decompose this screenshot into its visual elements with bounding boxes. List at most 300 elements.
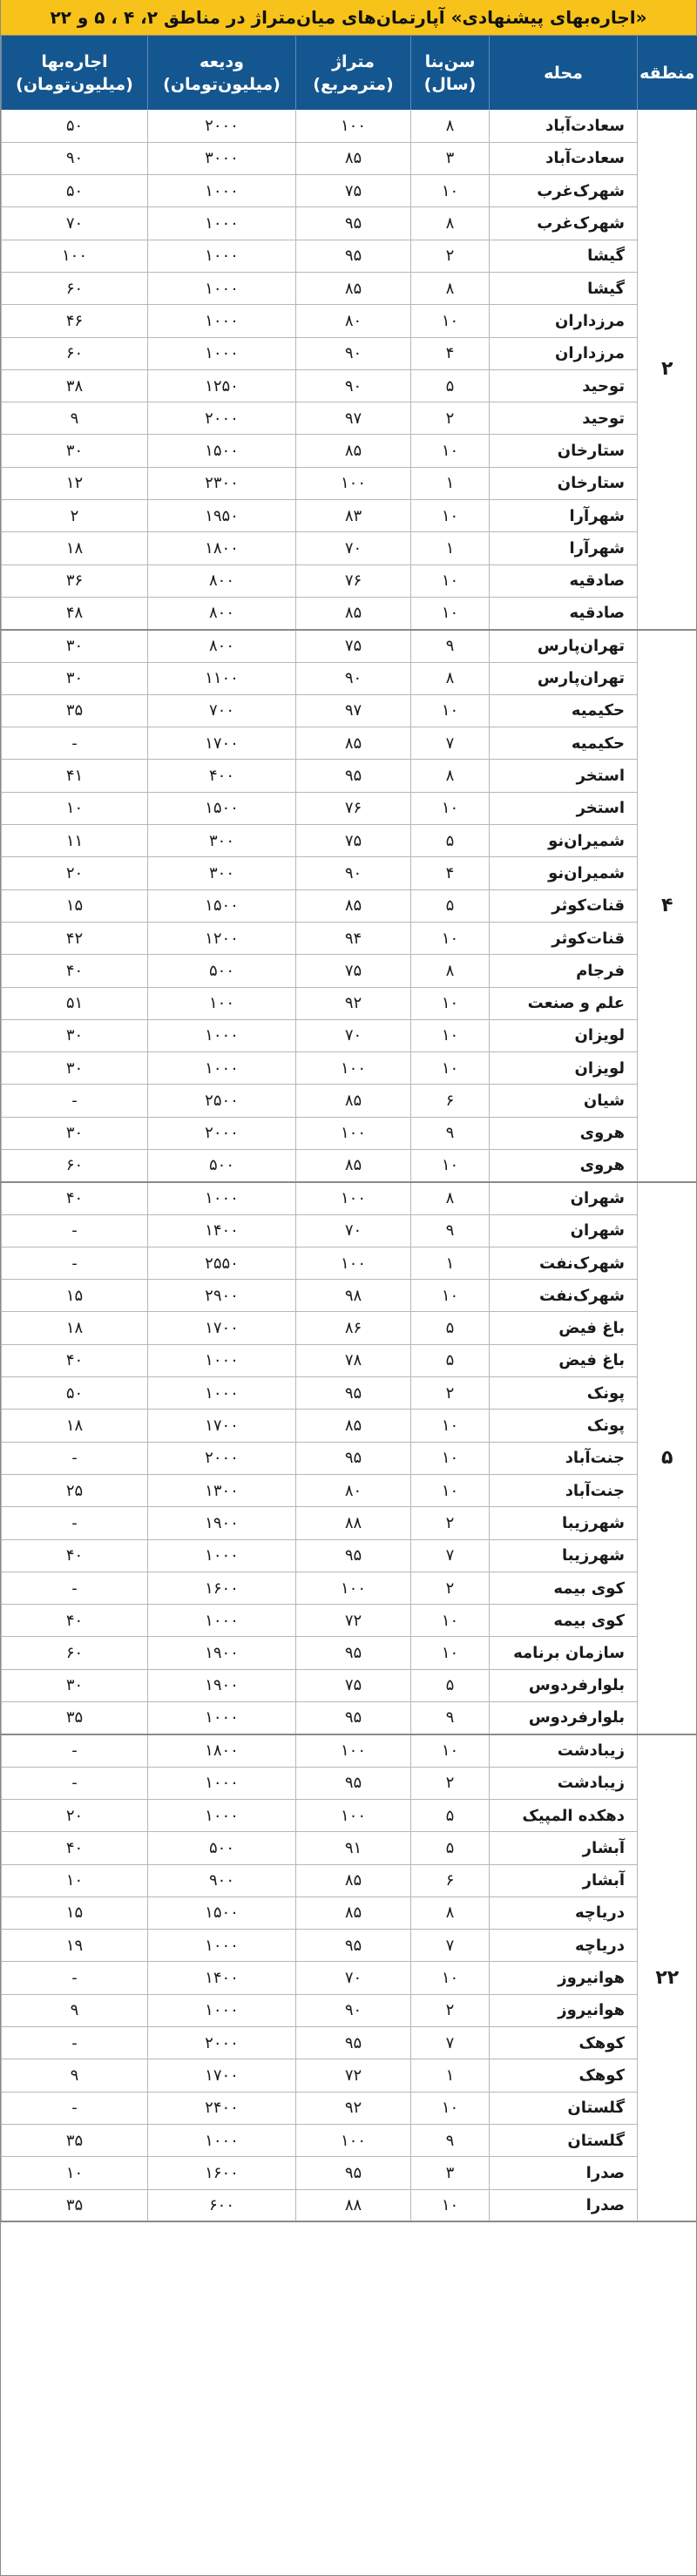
area-cell: ۱۰۰ [296,1247,411,1279]
neighborhood-cell: لویزان [490,1019,638,1051]
building-age-cell: ۷ [411,1930,490,1962]
neighborhood-cell: شهران [490,1182,638,1214]
neighborhood-cell: شهرک‌نفت [490,1247,638,1279]
area-cell: ۱۰۰ [296,1052,411,1085]
neighborhood-cell: دریاچه [490,1930,638,1962]
rent-cell: ۹ [2,402,148,435]
rent-cell: ۹ [2,1994,148,2026]
deposit-cell: ۱۱۰۰ [148,662,296,694]
table-row [2,597,697,629]
deposit-cell: ۱۵۰۰ [148,1897,296,1929]
neighborhood-cell: جنت‌آباد [490,1474,638,1506]
building-age-cell: ۵ [411,1344,490,1376]
neighborhood-cell: جنت‌آباد [490,1442,638,1474]
deposit-cell: ۱۷۰۰ [148,1312,296,1344]
neighborhood-cell: علم و صنعت [490,987,638,1019]
deposit-cell: ۱۴۰۰ [148,1214,296,1247]
table-row [2,1507,697,1539]
neighborhood-cell: هوانیروز [490,1994,638,2026]
building-age-cell: ۱ [411,532,490,565]
header-rent-unit: (میلیون‌تومان) [16,74,133,94]
rent-cell: ۹ [2,2059,148,2092]
neighborhood-cell: حکیمیه [490,694,638,727]
building-age-cell: ۱۰ [411,1442,490,1474]
rent-cell: ۱۲ [2,467,148,499]
building-age-cell: ۸ [411,1182,490,1214]
neighborhood-cell: سازمان برنامه [490,1637,638,1669]
building-age-cell: ۶ [411,1864,490,1897]
neighborhood-cell: بلوارفردوس [490,1669,638,1701]
deposit-cell: ۱۰۰۰ [148,337,296,369]
table-row [2,2059,697,2092]
deposit-cell: ۱۰۰۰ [148,2124,296,2156]
area-cell: ۷۶ [296,792,411,824]
rent-cell: ۵۰ [2,175,148,207]
building-age-cell: ۴ [411,857,490,889]
area-cell: ۸۰ [296,305,411,337]
rent-cell: ۳۵ [2,2124,148,2156]
area-cell: ۹۲ [296,987,411,1019]
table-row [2,305,697,337]
table-row [2,240,697,272]
neighborhood-cell: سعادت‌آباد [490,110,638,142]
rent-cell: ۳۰ [2,1117,148,1149]
neighborhood-cell: آبشار [490,1832,638,1864]
area-cell: ۸۵ [296,1150,411,1182]
deposit-cell: ۱۴۰۰ [148,1962,296,1994]
building-age-cell: ۱۰ [411,1474,490,1506]
header-area [296,36,411,110]
deposit-cell: ۲۴۰۰ [148,2092,296,2124]
building-age-cell: ۵ [411,1669,490,1701]
neighborhood-cell: کوهک [490,2059,638,2092]
deposit-cell: ۱۰۰۰ [148,1702,296,1734]
building-age-cell: ۸ [411,207,490,240]
deposit-cell: ۱۰۰۰ [148,1344,296,1376]
building-age-cell: ۳ [411,2157,490,2189]
area-cell: ۹۵ [296,2157,411,2189]
area-cell: ۷۵ [296,175,411,207]
building-age-cell: ۹ [411,1214,490,1247]
area-cell: ۸۵ [296,1864,411,1897]
rent-cell: ۹۰ [2,142,148,174]
area-cell: ۸۸ [296,1507,411,1539]
area-cell: ۹۵ [296,1377,411,1410]
area-cell: ۹۷ [296,694,411,727]
table-row [2,1637,697,1669]
area-cell: ۱۰۰ [296,2124,411,2156]
building-age-cell: ۱ [411,467,490,499]
neighborhood-cell: قنات‌کوثر [490,922,638,954]
deposit-cell: ۱۸۰۰ [148,532,296,565]
table-row [2,500,697,532]
rent-cell: ۷۰ [2,207,148,240]
rent-cell: ۳۰ [2,435,148,467]
area-cell: ۱۰۰ [296,1734,411,1767]
area-cell: ۹۸ [296,1280,411,1312]
rent-cell: ۶۰ [2,1637,148,1669]
neighborhood-cell: فرجام [490,955,638,987]
table-row [2,922,697,954]
rent-cell: ۳۰ [2,1669,148,1701]
rent-cell: ۴۰ [2,1344,148,1376]
building-age-cell: ۳ [411,142,490,174]
table-row [2,1734,697,1767]
neighborhood-cell: تهران‌پارس [490,630,638,662]
neighborhood-cell: شهرک‌غرب [490,207,638,240]
table-row [2,1832,697,1864]
area-cell: ۸۵ [296,1410,411,1442]
building-age-cell: ۷ [411,1539,490,1572]
area-cell: ۱۰۰ [296,1117,411,1149]
rent-cell: ۴۰ [2,955,148,987]
area-cell: ۸۵ [296,1897,411,1929]
area-cell: ۹۴ [296,922,411,954]
rent-cell: ۲ [2,500,148,532]
building-age-cell: ۴ [411,337,490,369]
building-age-cell: ۹ [411,630,490,662]
table-row [2,1052,697,1085]
table-row [2,467,697,499]
area-cell: ۷۲ [296,1605,411,1637]
building-age-cell: ۸ [411,955,490,987]
table-row [2,1280,697,1312]
neighborhood-cell: قنات‌کوثر [490,889,638,922]
area-cell: ۷۵ [296,630,411,662]
deposit-cell: ۱۰۰۰ [148,1052,296,1085]
rent-cell: ۴۰ [2,1832,148,1864]
building-age-cell: ۱ [411,1247,490,1279]
neighborhood-cell: صادقیه [490,597,638,629]
table-row [2,1572,697,1604]
building-age-cell: ۸ [411,760,490,792]
building-age-cell: ۲ [411,1377,490,1410]
table-title: «اجاره‌بهای پیشنهادی» آپارتمان‌های میان‌متراژ در مناطق ۲، ۴ ، ۵ و ۲۲ [1,0,696,36]
neighborhood-cell: شهرزیبا [490,1507,638,1539]
table-row [2,1605,697,1637]
rent-cell: ۳۸ [2,369,148,402]
rent-cell: ۳۰ [2,630,148,662]
area-cell: ۸۵ [296,889,411,922]
deposit-cell: ۵۰۰ [148,955,296,987]
deposit-cell: ۱۰۰۰ [148,1182,296,1214]
area-cell: ۹۰ [296,369,411,402]
neighborhood-cell: دهکده المپیک [490,1799,638,1831]
neighborhood-cell: تهران‌پارس [490,662,638,694]
building-age-cell: ۱۰ [411,435,490,467]
neighborhood-cell: کوهک [490,2027,638,2059]
rent-cell: - [2,1214,148,1247]
rent-cell: - [2,1507,148,1539]
table-row [2,630,697,662]
rent-cell: ۴۱ [2,760,148,792]
building-age-cell: ۱۰ [411,305,490,337]
neighborhood-cell: باغ فیض [490,1312,638,1344]
building-age-cell: ۲ [411,1572,490,1604]
table-row [2,1864,697,1897]
area-cell: ۸۵ [296,597,411,629]
area-cell: ۱۰۰ [296,467,411,499]
table-row [2,1312,697,1344]
neighborhood-cell: پونک [490,1410,638,1442]
building-age-cell: ۲ [411,402,490,435]
rent-cell: - [2,1767,148,1799]
table-row [2,1247,697,1279]
table-row [2,435,697,467]
neighborhood-cell: حکیمیه [490,727,638,760]
neighborhood-cell: صدرا [490,2189,638,2221]
deposit-cell: ۱۲۵۰ [148,369,296,402]
rent-cell: ۳۵ [2,1702,148,1734]
neighborhood-cell: لویزان [490,1052,638,1085]
deposit-cell: ۱۷۰۰ [148,727,296,760]
deposit-cell: ۵۰۰ [148,1832,296,1864]
neighborhood-cell: استخر [490,792,638,824]
rent-cell: ۱۰ [2,1864,148,1897]
building-age-cell: ۱۰ [411,1962,490,1994]
neighborhood-cell: توحید [490,402,638,435]
area-cell: ۸۵ [296,435,411,467]
area-cell: ۹۲ [296,2092,411,2124]
deposit-cell: ۱۷۰۰ [148,2059,296,2092]
table-row [2,987,697,1019]
table-row [2,1214,697,1247]
building-age-cell: ۵ [411,1799,490,1831]
table-row [2,662,697,694]
deposit-cell: ۲۰۰۰ [148,1117,296,1149]
rent-cell: ۱۰ [2,792,148,824]
deposit-cell: ۲۰۰۰ [148,402,296,435]
rent-cell: ۱۵ [2,889,148,922]
table-row [2,889,697,922]
rent-cell: ۶۰ [2,1150,148,1182]
neighborhood-cell: شهرآرا [490,500,638,532]
deposit-cell: ۹۰۰ [148,1864,296,1897]
deposit-cell: ۱۰۰۰ [148,1799,296,1831]
rent-cell: ۲۰ [2,857,148,889]
area-cell: ۸۸ [296,2189,411,2221]
building-age-cell: ۸ [411,110,490,142]
area-cell: ۹۱ [296,1832,411,1864]
area-cell: ۸۵ [296,272,411,304]
area-cell: ۱۰۰ [296,1799,411,1831]
header-neighborhood: محله [490,36,638,110]
rent-cell: ۵۰ [2,1377,148,1410]
deposit-cell: ۱۰۰۰ [148,1019,296,1051]
building-age-cell: ۹ [411,1702,490,1734]
rent-cell: ۶۰ [2,272,148,304]
table-row [2,727,697,760]
rent-cell: ۳۶ [2,565,148,597]
area-cell: ۹۰ [296,337,411,369]
rent-cell: ۱۸ [2,1312,148,1344]
area-cell: ۹۰ [296,857,411,889]
neighborhood-cell: گیشا [490,272,638,304]
area-cell: ۹۰ [296,1994,411,2026]
deposit-cell: ۴۰۰ [148,760,296,792]
deposit-cell: ۲۰۰۰ [148,110,296,142]
area-cell: ۷۲ [296,2059,411,2092]
rent-cell: - [2,1247,148,1279]
table-row [2,1897,697,1929]
table-row [2,272,697,304]
building-age-cell: ۱۰ [411,175,490,207]
neighborhood-cell: شیان [490,1085,638,1117]
neighborhood-cell: ستارخان [490,435,638,467]
deposit-cell: ۱۰۰۰ [148,240,296,272]
neighborhood-cell: توحید [490,369,638,402]
deposit-cell: ۷۰۰ [148,694,296,727]
table-row [2,955,697,987]
building-age-cell: ۵ [411,889,490,922]
table-row [2,825,697,857]
rent-cell: - [2,1572,148,1604]
table-row [2,2157,697,2189]
header-region: منطقه [638,36,697,110]
table-row [2,1962,697,1994]
neighborhood-cell: دریاچه [490,1897,638,1929]
rent-cell: - [2,2092,148,2124]
neighborhood-cell: صدرا [490,2157,638,2189]
rent-cell: ۱۹ [2,1930,148,1962]
building-age-cell: ۱۰ [411,1019,490,1051]
deposit-cell: ۸۰۰ [148,597,296,629]
deposit-cell: ۱۹۵۰ [148,500,296,532]
area-cell: ۱۰۰ [296,110,411,142]
table-row [2,760,697,792]
building-age-cell: ۵ [411,369,490,402]
area-cell: ۱۰۰ [296,1182,411,1214]
building-age-cell: ۹ [411,1117,490,1149]
neighborhood-cell: شهرک‌نفت [490,1280,638,1312]
building-age-cell: ۵ [411,1312,490,1344]
building-age-cell: ۱۰ [411,500,490,532]
deposit-cell: ۱۲۰۰ [148,922,296,954]
neighborhood-cell: مرزداران [490,305,638,337]
deposit-cell: ۲۳۰۰ [148,467,296,499]
rent-cell: - [2,1734,148,1767]
header-deposit-label: ودیعه [200,51,244,71]
neighborhood-cell: شهرک‌غرب [490,175,638,207]
rent-cell: ۱۱ [2,825,148,857]
rent-cell: - [2,2027,148,2059]
deposit-cell: ۱۵۰۰ [148,435,296,467]
header-area-label: متراژ [332,51,375,71]
neighborhood-cell: مرزداران [490,337,638,369]
deposit-cell: ۱۷۰۰ [148,1410,296,1442]
neighborhood-cell: گلستان [490,2124,638,2156]
neighborhood-cell: سعادت‌آباد [490,142,638,174]
area-cell: ۹۵ [296,1637,411,1669]
rent-cell: ۳۰ [2,662,148,694]
area-cell: ۸۵ [296,1085,411,1117]
region-cell: ۲۲ [638,1734,697,2221]
building-age-cell: ۱۰ [411,565,490,597]
deposit-cell: ۱۰۰۰ [148,1377,296,1410]
rent-cell: ۲۵ [2,1474,148,1506]
region-cell: ۴ [638,630,697,1182]
area-cell: ۷۰ [296,532,411,565]
table-row [2,1377,697,1410]
building-age-cell: ۱۰ [411,1734,490,1767]
rent-cell: ۱۰ [2,2157,148,2189]
deposit-cell: ۱۵۰۰ [148,889,296,922]
table-row [2,2027,697,2059]
neighborhood-cell: باغ فیض [490,1344,638,1376]
area-cell: ۱۰۰ [296,1572,411,1604]
deposit-cell: ۳۰۰ [148,825,296,857]
rent-cell: ۳۰ [2,1019,148,1051]
area-cell: ۷۶ [296,565,411,597]
building-age-cell: ۸ [411,272,490,304]
deposit-cell: ۱۵۰۰ [148,792,296,824]
rent-cell: ۵۰ [2,110,148,142]
deposit-cell: ۲۰۰۰ [148,1442,296,1474]
deposit-cell: ۱۰۰۰ [148,207,296,240]
building-age-cell: ۱۰ [411,792,490,824]
header-deposit [148,36,296,110]
deposit-cell: ۸۰۰ [148,630,296,662]
neighborhood-cell: صادقیه [490,565,638,597]
building-age-cell: ۲ [411,1994,490,2026]
building-age-cell: ۱۰ [411,1410,490,1442]
table-header [2,36,697,110]
rent-cell: - [2,1442,148,1474]
neighborhood-cell: کوی بیمه [490,1572,638,1604]
table-row [2,1344,697,1376]
table-row [2,565,697,597]
table-row [2,2189,697,2221]
rent-cell: ۳۵ [2,694,148,727]
rent-cell: ۱۸ [2,532,148,565]
deposit-cell: ۲۰۰۰ [148,2027,296,2059]
neighborhood-cell: شهران [490,1214,638,1247]
table-row [2,175,697,207]
building-age-cell: ۱۰ [411,2092,490,2124]
table-row [2,1767,697,1799]
rent-cell: ۴۶ [2,305,148,337]
table-row [2,1182,697,1214]
table-row [2,1474,697,1506]
rent-cell: ۱۸ [2,1410,148,1442]
table-row [2,2092,697,2124]
table-row [2,694,697,727]
deposit-cell: ۳۰۰۰ [148,142,296,174]
deposit-cell: ۱۰۰۰ [148,272,296,304]
neighborhood-cell: هوانیروز [490,1962,638,1994]
deposit-cell: ۱۹۰۰ [148,1637,296,1669]
deposit-cell: ۱۰۰۰ [148,175,296,207]
table-row [2,1702,697,1734]
deposit-cell: ۳۰۰ [148,857,296,889]
rent-cell: ۲۰ [2,1799,148,1831]
table-row [2,369,697,402]
header-rent-label: اجاره‌بها [41,51,108,71]
deposit-cell: ۱۰۰۰ [148,1539,296,1572]
area-cell: ۹۰ [296,662,411,694]
neighborhood-cell: شهرزیبا [490,1539,638,1572]
area-cell: ۹۵ [296,240,411,272]
neighborhood-cell: استخر [490,760,638,792]
table-row [2,1085,697,1117]
deposit-cell: ۱۰۰۰ [148,305,296,337]
area-cell: ۹۷ [296,402,411,435]
area-cell: ۹۵ [296,1702,411,1734]
neighborhood-cell: کوی بیمه [490,1605,638,1637]
table-row [2,1150,697,1182]
header-age [411,36,490,110]
area-cell: ۹۵ [296,1442,411,1474]
